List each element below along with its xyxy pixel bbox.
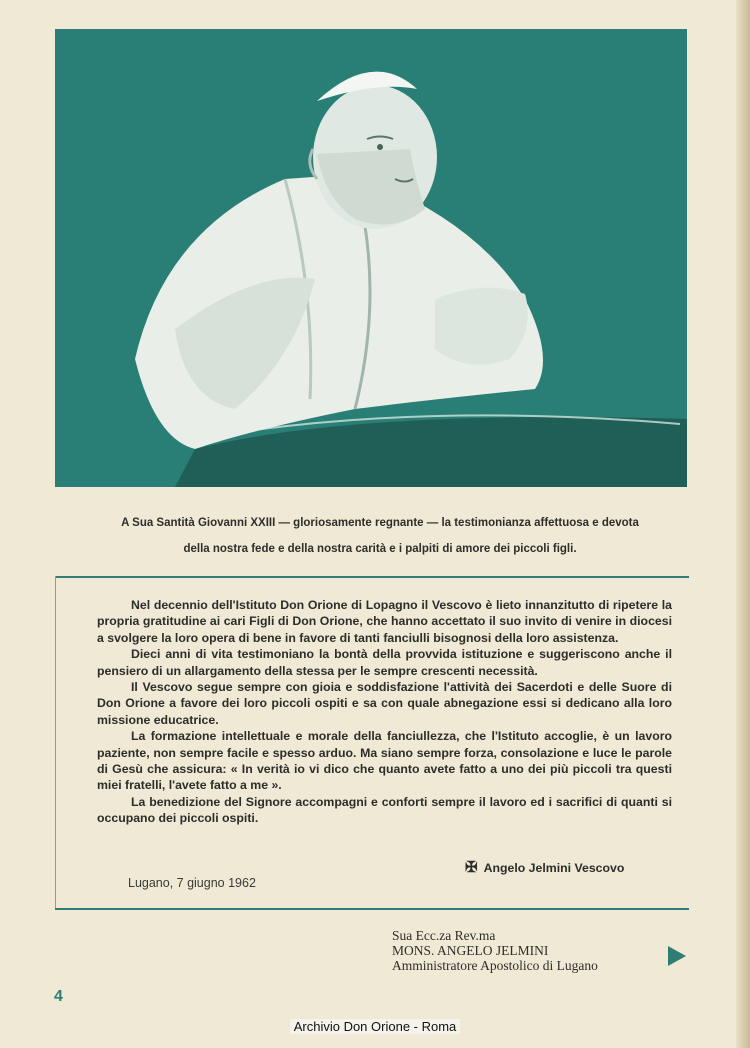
place-date: Lugano, 7 giugno 1962 xyxy=(128,876,256,890)
page-number: 4 xyxy=(54,988,63,1005)
address-line-3: Amministratore Apostolico di Lugano xyxy=(392,958,598,973)
pope-portrait-photo xyxy=(55,29,687,487)
address-line-2: MONS. ANGELO JELMINI xyxy=(392,943,549,958)
letter-paragraph: Dieci anni di vita testimoniano la bontà della provvida istituzione e suggeriscono anche il pensiero di un allargamento della stessa per le sempre crescenti necessità. xyxy=(97,647,672,678)
caption-line-1: A Sua Santità Giovanni XXIII — gloriosamente regnante — la testimonianza affettuosa e devota xyxy=(121,517,639,529)
letter-paragraph: Il Vescovo segue sempre con gioia e soddisfazione l'attività dei Sacerdoti e delle Suore di Don Orione a favore dei loro piccoli ospiti e sa con quale abnegazione essi si dedicano alla loro missione educatrice. xyxy=(97,680,672,727)
archive-text: Archivio Don Orione - Roma xyxy=(290,1019,461,1034)
letter-paragraph: La formazione intellettuale e morale della fanciullezza, che l'Istituto accoglie, è un lavoro paziente, non sempre facile e spesso arduo. Ma siano sempre forza, consolazione e luce le parole di Gesù che assicura: « In verità io vi dico che quanto avete fatto a uno dei più piccoli tra questi miei fratelli, l'avete fatto a me ». xyxy=(97,729,672,793)
bishop-letter xyxy=(97,597,672,827)
address-block xyxy=(392,928,598,973)
address-line-1: Sua Ecc.za Rev.ma xyxy=(392,928,496,943)
signature-text: Angelo Jelmini Vescovo xyxy=(483,861,625,875)
portrait-illustration xyxy=(55,29,687,487)
signature xyxy=(465,858,624,876)
cross-icon: ✠ xyxy=(465,859,478,876)
caption-line-2: della nostra fede e della nostra carità e i palpiti di amore dei piccoli figli. xyxy=(183,543,577,555)
triangle-arrow-icon xyxy=(668,946,686,966)
letter-paragraph: La benedizione del Signore accompagni e conforti sempre il lavoro ed i sacrifici di quanti si occupano dei piccoli ospiti. xyxy=(97,794,672,826)
archive-watermark xyxy=(0,1019,750,1034)
top-divider xyxy=(55,576,689,578)
left-divider xyxy=(55,576,56,908)
letter-paragraph: Nel decennio dell'Istituto Don Orione di Lopagno il Vescovo è lieto innanzitutto di ripetere la propria gratitudine ai cari Figli di Don Orione, che hanno accettato il suo invito di venire in diocesi a svolgere la loro opera di bene in favore di tanti fanciulli bisognosi della loro assistenza. xyxy=(97,598,672,645)
bottom-divider xyxy=(55,908,689,910)
page-edge xyxy=(736,0,750,1048)
